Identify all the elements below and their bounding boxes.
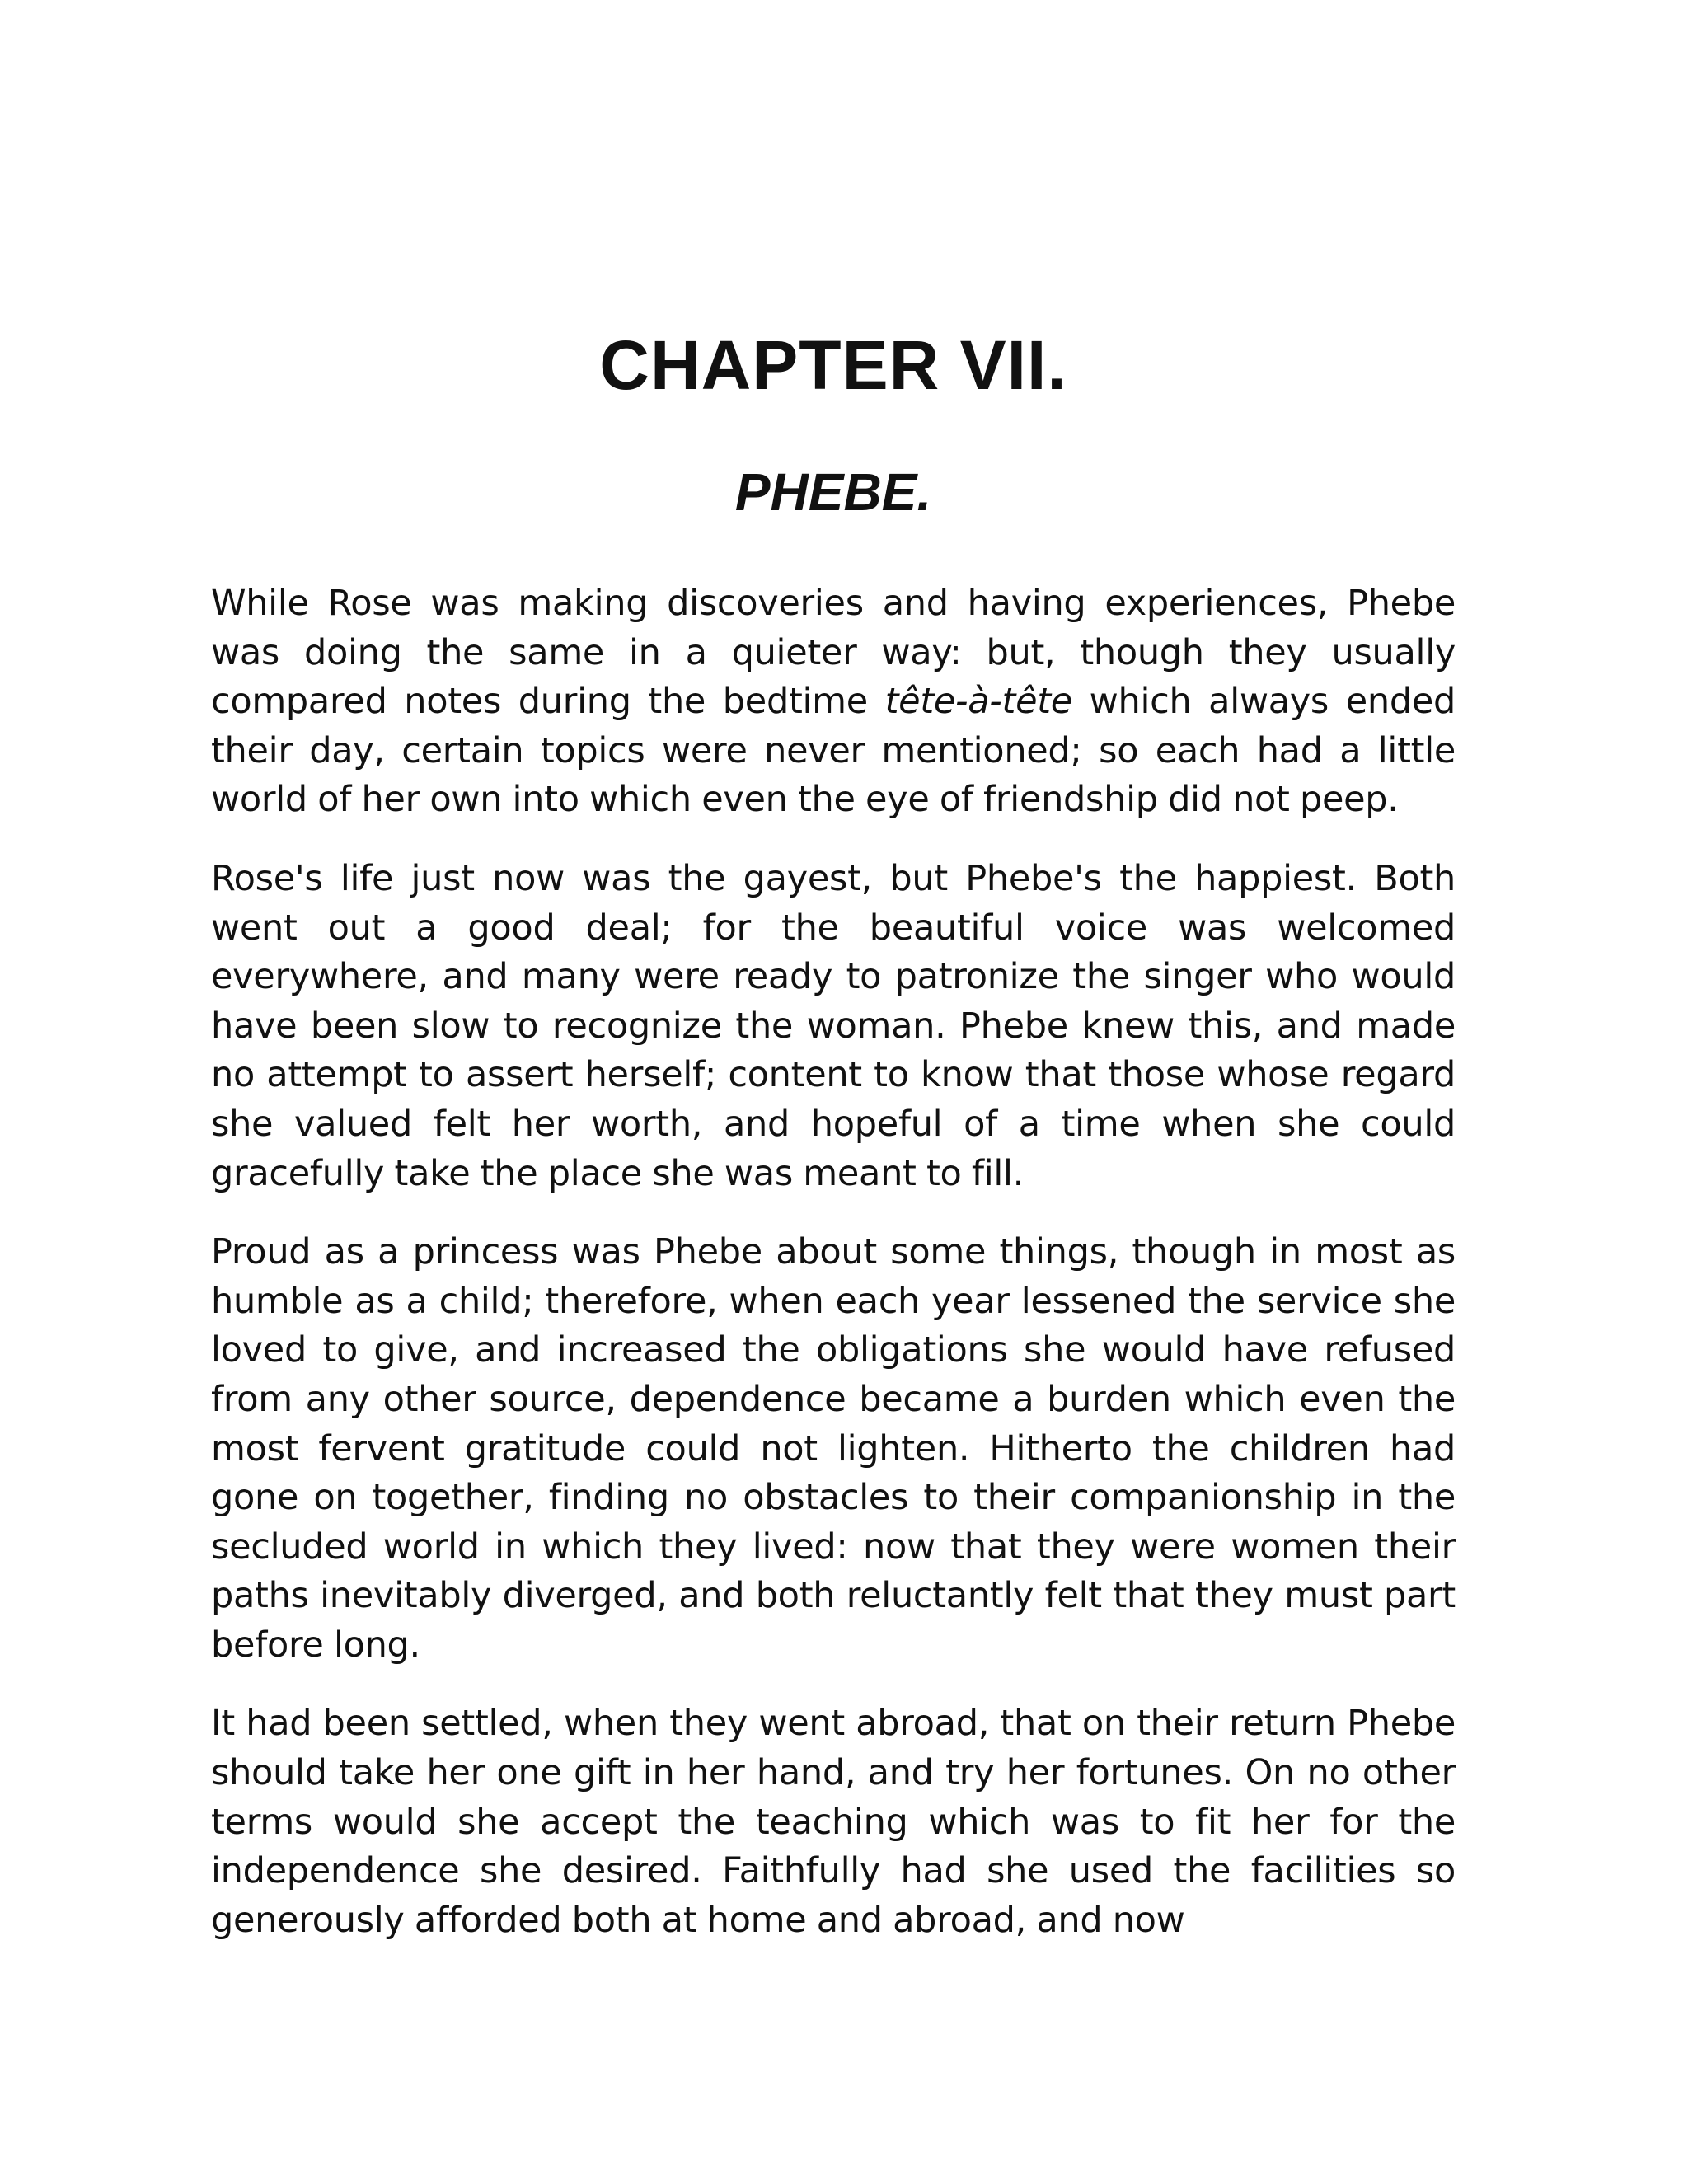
paragraph-4: It had been settled, when they went abroad, that on their return Phebe should take her one gift in her hand, and try her fortunes. On no other terms would she accept the teaching which was to fit her for the independence she desired. Faithfully had she used the facilities so generously afforded both at home and abroad, and now — [211, 1703, 1456, 1941]
chapter-title: CHAPTER VII. — [599, 326, 1067, 404]
paragraph-3: Proud as a princess was Phebe about some things, though in most as humble as a child; therefore, when each year lessened the service she loved to give, and increased the obligations she would have refused from any other source, dependence became a burden which even the most fervent gratitude could not lighten. Hitherto the children had gone on together, finding no obstacles to their companionship in the secluded world in which they lived: now that they were women their paths inevitably diverged, and both reluctantly felt that they must part before long. — [211, 1231, 1456, 1666]
paragraph-1-italic-phrase: tête-à-tête — [884, 681, 1072, 723]
chapter-subtitle: PHEBE. — [734, 462, 932, 522]
paragraph-1-text-end: which always ended their day, certain topics were never mentioned; so each had a little world of her own into which even the eye of friendship did not peep. — [211, 681, 1456, 821]
paragraph-2: Rose's life just now was the gayest, but Phebe's the happiest. Both went out a good deal; for the beautiful voice was welcomed everywhere, and many were ready to patronize the singer who would have been slow to recognize the woman. Phebe knew this, and made no attempt to assert herself; content to know that those whose regard she valued felt her worth, and hopeful of a time when she could gracefully take the place she was meant to fill. — [211, 857, 1456, 1194]
book-page — [211, 0, 1456, 2184]
paragraph-1-text-start: While Rose was making discoveries and having experiences, Phebe was doing the same in a quieter way: but, though they usually compared notes during the bedtime — [211, 583, 1456, 723]
chapter-body — [211, 579, 1456, 1975]
paragraph-1 — [211, 579, 1456, 825]
